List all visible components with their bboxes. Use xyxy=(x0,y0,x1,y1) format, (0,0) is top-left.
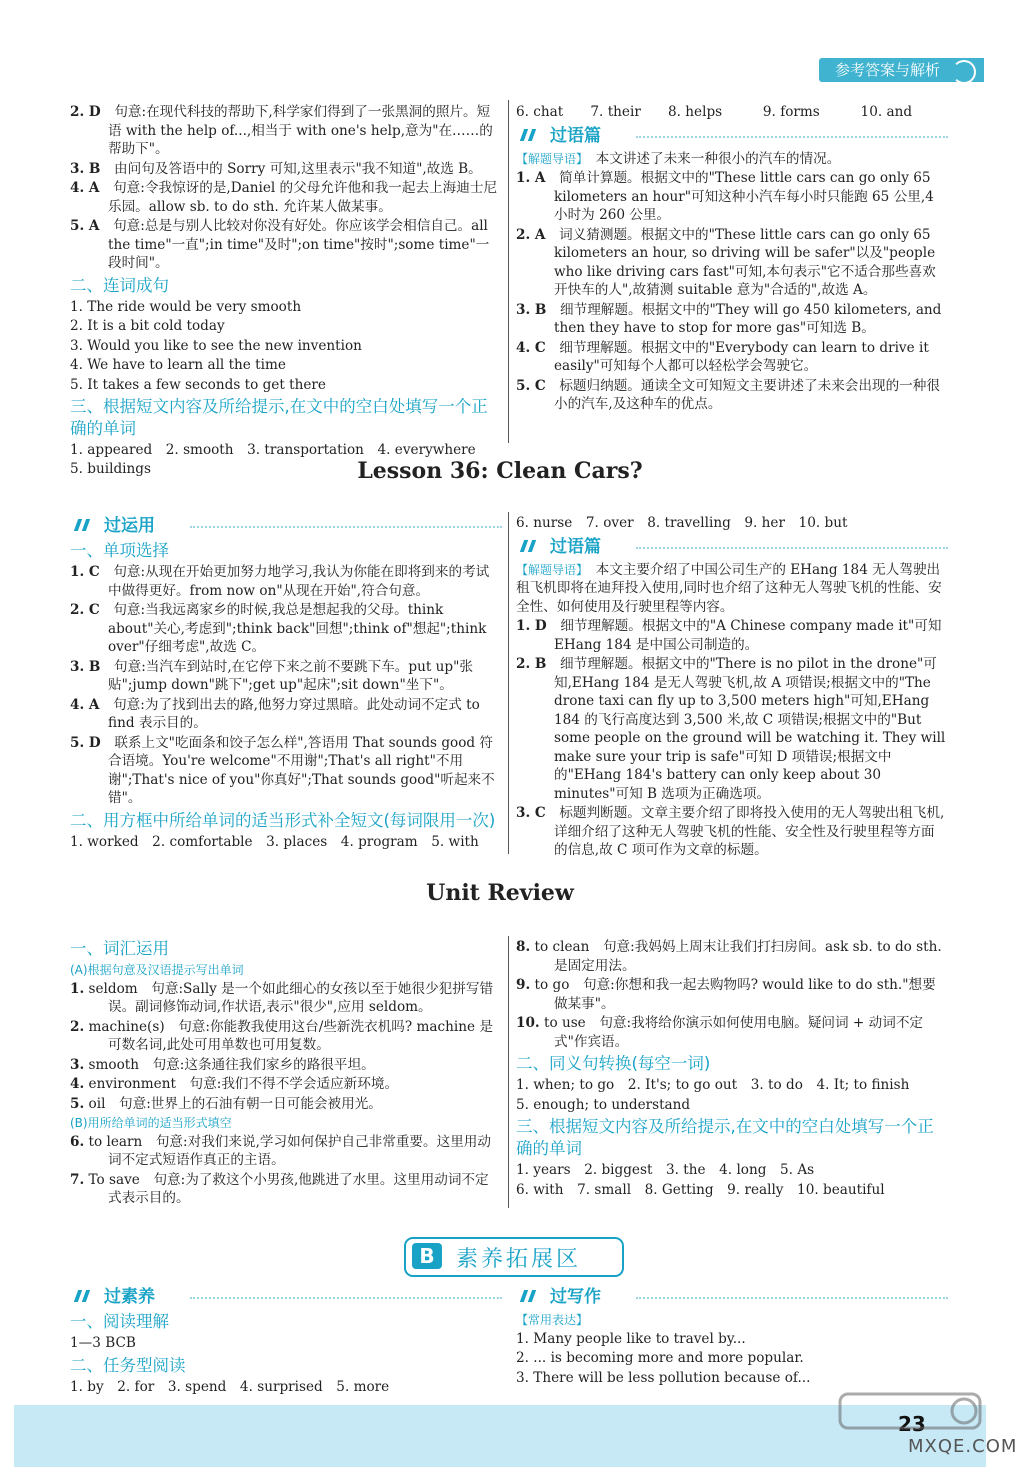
banner-dotted-line xyxy=(190,526,502,528)
answer-item: 2. C 句意:当我远离家乡的时候,我总是想起我的父母。think about"关心,考虑到";think back"回想";think of"想起";think over"仔细考虑",故选 C。 xyxy=(70,602,487,655)
answer-item: 1. A 简单计算题。根据文中的"These little cars can go only 65 kilometers an hour"可知这种小汽车每小时只能跑 65 公里,4 小时为 260 公里。 xyxy=(516,170,934,223)
expression-item: 3. There will be less pollution because of... xyxy=(516,1369,811,1386)
lesson36-right-column xyxy=(516,514,948,861)
zone-b-banner xyxy=(404,1237,624,1277)
bottom-right-column xyxy=(516,1283,948,1388)
section-heading: 三、根据短文内容及所给提示,在文中的空白处填写一个正确的单词 xyxy=(70,397,488,438)
section-banner xyxy=(516,124,948,148)
section-heading: 一、阅读理解 xyxy=(70,1312,169,1331)
column-divider xyxy=(508,100,509,443)
answer-item: 1. seldom 句意:Sally 是一个如此细心的女孩以至于她很少犯拼写错误。副词修饰动词,作状语,表示"很少",应用 seldom。 xyxy=(70,980,494,1015)
banner-text: 过语篇 xyxy=(550,125,601,146)
section-banner xyxy=(70,514,502,538)
sub-heading: (B)用所给单词的适当形式填空 xyxy=(70,1116,232,1130)
answers-line: 1. when; to go 2. It's; to go out 3. to do 4. It; to finish xyxy=(516,1077,910,1093)
header-tag-text: 参考答案与解析 xyxy=(834,61,940,79)
sentence-item: 2. It is a bit cold today xyxy=(70,318,225,334)
guide-body: 本文讲述了未来一种很小的汽车的情况。 xyxy=(595,150,841,167)
swirl-icon xyxy=(952,60,976,84)
answer-item: 1. D 细节理解题。根据文中的"A Chinese company made it"可知 EHang 184 是中国公司制造的。 xyxy=(516,618,942,653)
answer-item: 2. machine(s) 句意:你能教我使用这台/些新洗衣机吗? machine 是可数名词,此处可用单数也可用复数。 xyxy=(70,1018,493,1053)
answer-item: 5. D 联系上文"吃面条和饺子怎么样",答语用 That sounds good 符合语境。You're welcome"不用谢";That's all right"不用谢";That's nice of you"你真好";That sounds good"听起来不错"。 xyxy=(70,734,495,806)
watermark-logo-icon xyxy=(818,1390,988,1438)
guide-text xyxy=(516,150,948,169)
sentence-item: 5. It takes a few seconds to get there xyxy=(70,376,326,393)
answer-item: 1. C 句意:从现在开始更加努力地学习,我认为你能在即将到来的考试中做得更好。from now on"从现在开始",符合句意。 xyxy=(70,564,490,599)
review-left-column xyxy=(70,936,502,1209)
section-banner xyxy=(516,1285,948,1309)
guide-text xyxy=(516,561,948,617)
unit-review-title: Unit Review xyxy=(426,880,574,906)
column-divider xyxy=(508,936,509,1208)
answers-line: 1. by 2. for 3. spend 4. surprised 5. more xyxy=(70,1378,390,1395)
answer-item: 5. oil 句意:世界上的石油有朝一日可能会被用光。 xyxy=(70,1095,382,1112)
answers-line: 1. worked 2. comfortable 3. places 4. program 5. with xyxy=(70,833,479,850)
banner-text: 过素养 xyxy=(104,1287,155,1307)
answer-key-header-tag xyxy=(819,58,984,82)
watermark-text: MXQE.COM xyxy=(908,1436,1017,1457)
banner-dotted-line xyxy=(636,1297,948,1299)
sentence-item: 3. Would you like to see the new invention xyxy=(70,337,362,354)
section-heading: 二、连词成句 xyxy=(70,275,169,295)
sub-heading: 【常用表达】 xyxy=(516,1313,589,1327)
answer-item: 3. B 句意:当汽车到站时,在它停下来之前不要跳下车。put up"张贴";jump down"跳下";get up"起床";sit down"坐下"。 xyxy=(70,658,473,693)
banner-text: 过写作 xyxy=(550,1287,601,1307)
lesson-title: Lesson 36: Clean Cars? xyxy=(357,458,643,484)
banner-dotted-line xyxy=(636,547,948,549)
answer-item: 3. B 由问句及答语中的 Sorry 可知,这里表示"我不知道",故选 B。 xyxy=(70,160,482,177)
guide-label: 【解题导语】 xyxy=(516,562,583,577)
answers-line: 1. appeared 2. smooth 3. transportation 4. everywhere 5. buildings xyxy=(70,442,490,477)
answer-item: 10. to use 句意:我将给你演示如何使用电脑。疑问词 + 动词不定式"作宾语。 xyxy=(516,1015,924,1050)
banner-text: 过语篇 xyxy=(550,536,601,557)
zone-title: 素养拓展区 xyxy=(456,1247,582,1272)
section-banner xyxy=(516,535,948,559)
answers-line: 1—3 BCB xyxy=(70,1335,136,1351)
answer-item: 4. A 句意:为了找到出去的路,他努力穿过黑暗。此处动词不定式 to find 表示目的。 xyxy=(70,696,480,731)
section-heading: 二、任务型阅读 xyxy=(70,1355,186,1375)
page-number: 23 xyxy=(898,1412,926,1436)
banner-dotted-line xyxy=(636,136,948,138)
section-heading: 二、同义句转换(每空一词) xyxy=(516,1054,711,1073)
answers-line: 1. years 2. biggest 3. the 4. long 5. As xyxy=(516,1162,815,1178)
sentence-item: 4. We have to learn all the time xyxy=(70,357,286,373)
banner-icon xyxy=(72,1290,98,1304)
section-heading: 二、用方框中所给单词的适当形式补全短文(每词限用一次) xyxy=(70,810,496,830)
answer-item: 7. To save 句意:为了救这个小男孩,他跳进了水里。这里用动词不定式表示目的。 xyxy=(70,1171,489,1206)
column-divider xyxy=(508,512,509,854)
answers-line: 6. chat 7. their 8. helps 9. forms 10. and xyxy=(516,104,913,120)
banner-dotted-line xyxy=(190,1297,502,1299)
answers-line: 6. nurse 7. over 8. travelling 9. her 10. but xyxy=(516,515,848,531)
expression-item: 1. Many people like to travel by... xyxy=(516,1330,746,1347)
sentence-item: 1. The ride would be very smooth xyxy=(70,298,302,315)
answers-line: 6. with 7. small 8. Getting 9. really 10. beautiful xyxy=(516,1181,885,1198)
answer-item: 5. A 句意:总是与别人比较对你没有好处。你应该学会相信自己。all the time"一直";in time"及时";on time"按时";some time"一段时间"。 xyxy=(70,218,490,271)
section-heading: 三、根据短文内容及所给提示,在文中的空白处填写一个正确的单词 xyxy=(516,1117,934,1158)
answer-item: 3. smooth 句意:这条通往我们家乡的路很平坦。 xyxy=(70,1056,375,1073)
lesson36-left-column xyxy=(70,512,502,852)
answer-item: 6. to learn 句意:对我们来说,学习如何保护自己非常重要。这里用动词不定式短语作真正的主语。 xyxy=(70,1133,491,1168)
answer-item: 4. A 句意:令我惊讶的是,Daniel 的父母允许他和我一起去上海迪士尼乐园。allow sb. to do sth. 允许某人做某事。 xyxy=(70,180,498,215)
banner-icon xyxy=(518,1290,544,1304)
banner-icon xyxy=(518,129,544,143)
answer-item: 8. to clean 句意:我妈妈上周末让我们打扫房间。ask sb. to do sth. 是固定用法。 xyxy=(516,939,942,974)
answer-item: 2. A 词义猜测题。根据文中的"These little cars can go only 65 kilometers an hour, so driving will be safer"以及"people who like driving cars fast"可知,本句表示"它不适合那些喜欢开快车的人",故猜测 suitable 意为"合适的",故选 A。 xyxy=(516,226,936,298)
section-banner xyxy=(70,1285,502,1309)
answer-item: 5. C 标题归纳题。通读全文可知短文主要讲述了未来会出现的一种很小的汽车,及这种车的优点。 xyxy=(516,377,940,412)
section-heading: 一、词汇运用 xyxy=(70,939,169,958)
zone-letter: B xyxy=(412,1243,442,1269)
guide-label: 【解题导语】 xyxy=(516,151,583,166)
sub-heading: (A)根据句意及汉语提示写出单词 xyxy=(70,963,244,977)
banner-icon xyxy=(518,540,544,554)
answer-item: 4. C 细节理解题。根据文中的"Everybody can learn to drive it easily"可知每个人都可以轻松学会驾驶它。 xyxy=(516,339,929,374)
answer-item: 3. B 细节理解题。根据文中的"They will go 450 kilometers, and then they have to stop for more gas"可知选 B。 xyxy=(516,301,942,336)
bottom-left-column xyxy=(70,1283,502,1397)
section-heading: 一、单项选择 xyxy=(70,541,169,560)
banner-icon xyxy=(72,519,98,533)
guide-body: 本文主要介绍了中国公司生产的 EHang 184 无人驾驶出租飞机即将在迪拜投入使用,同时也介绍了这种无人驾驶飞机的性能、安全性、如何使用及行驶里程等内容。 xyxy=(516,561,942,615)
answer-item: 4. environment 句意:我们不得不学会适应新环境。 xyxy=(70,1076,399,1092)
answers-line: 5. enough; to understand xyxy=(516,1096,691,1113)
answer-item: 2. B 细节理解题。根据文中的"There is no pilot in the drone"可知,EHang 184 是无人驾驶飞机,故 A 项错误;根据文中的"The drone taxi can fly up to 3,500 meters high"可知,EHang 184 的飞行高度达到 3,500 米,故 C 项错误;根据文中的"But some people on the ground will be watching it. They will make sure your trip is safe"可知 D 项错误;根据文中的"EHang 184's battery can only keep about 30 minutes"可知 B 选项为正确选项。 xyxy=(516,656,946,802)
banner-text: 过运用 xyxy=(104,516,155,536)
answer-item: 3. C 标题判断题。文章主要介绍了即将投入使用的无人驾驶出租飞机,详细介绍了这种无人驾驶飞机的性能、安全性及行驶里程等方面的信息,故 C 项可作为文章的标题。 xyxy=(516,805,945,858)
top-right-column xyxy=(516,103,948,415)
answer-item: 2. D 句意:在现代科技的帮助下,科学家们得到了一张黑洞的照片。短语 with the help of...,相当于 with one's help,意为"在……的帮助下"。 xyxy=(70,104,493,157)
expression-item: 2. ... is becoming more and more popular. xyxy=(516,1350,804,1366)
top-left-column xyxy=(70,103,502,479)
review-right-column xyxy=(516,938,948,1200)
answer-item: 9. to go 句意:你想和我一起去购物吗? would like to do sth."想要做某事"。 xyxy=(516,977,936,1012)
